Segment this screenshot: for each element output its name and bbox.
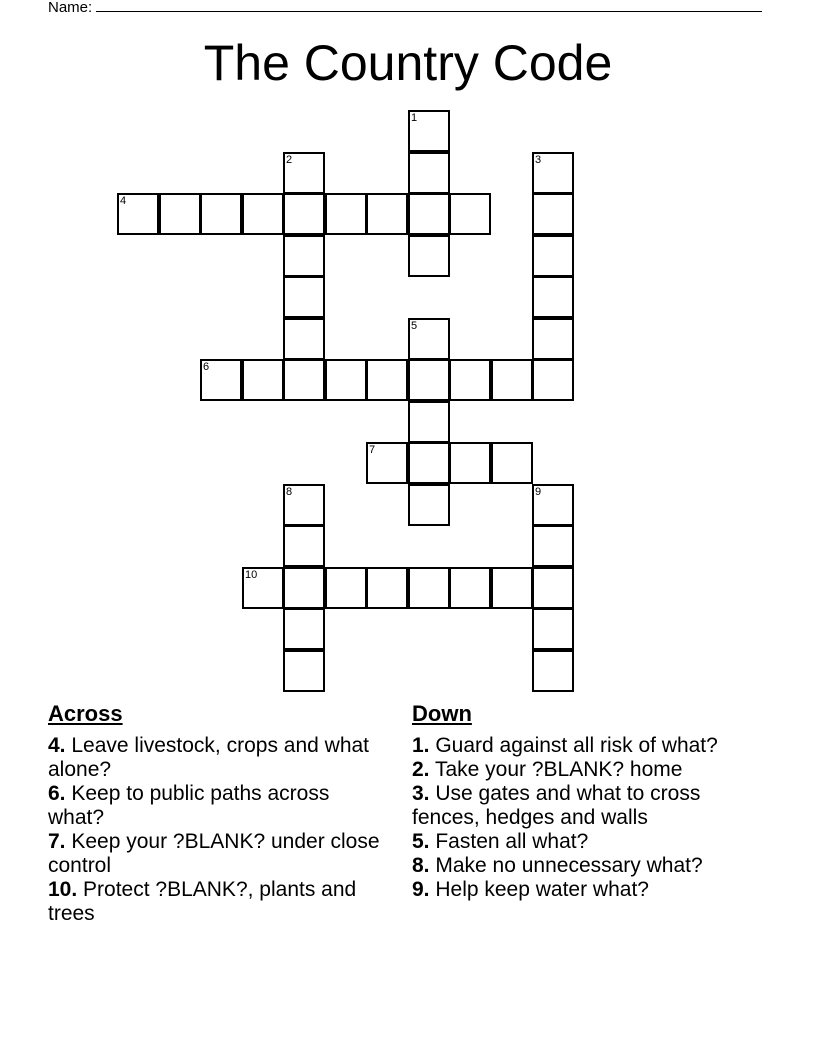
grid-cell[interactable] [449, 567, 491, 609]
clue-number: 9. [412, 878, 430, 901]
cell-number: 3 [535, 154, 542, 166]
clue-down-2 [412, 758, 772, 782]
grid-cell[interactable] [366, 442, 408, 484]
grid-cell[interactable] [408, 484, 450, 526]
cell-number: 10 [245, 569, 258, 581]
clue-number: 7. [48, 830, 66, 853]
name-label: Name: [48, 0, 93, 16]
clue-across-10 [48, 878, 388, 926]
grid-cell[interactable] [491, 442, 533, 484]
grid-cell[interactable] [532, 193, 574, 235]
grid-cell[interactable] [408, 110, 450, 152]
grid-cell[interactable] [532, 276, 574, 318]
grid-cell[interactable] [283, 318, 325, 360]
clue-number: 5. [412, 830, 430, 853]
grid-cell[interactable] [325, 567, 367, 609]
grid-cell[interactable] [532, 318, 574, 360]
grid-cell[interactable] [366, 567, 408, 609]
clue-text: Fasten all what? [429, 830, 589, 853]
grid-cell[interactable] [283, 276, 325, 318]
grid-cell[interactable] [532, 567, 574, 609]
grid-cell[interactable] [283, 484, 325, 526]
clue-number: 10. [48, 878, 78, 901]
clue-text: Keep your ?BLANK? under close control [48, 830, 380, 877]
grid-cell[interactable] [283, 359, 325, 401]
grid-cell[interactable] [408, 359, 450, 401]
clue-text: Use gates and what to cross fences, hedges and walls [412, 782, 701, 829]
clue-text: Make no unnecessary what? [429, 854, 703, 877]
grid-cell[interactable] [159, 193, 201, 235]
down-clues [412, 700, 772, 902]
clue-text: Take your ?BLANK? home [429, 758, 683, 781]
grid-cell[interactable] [408, 567, 450, 609]
grid-cell[interactable] [283, 650, 325, 692]
clue-number: 1. [412, 734, 430, 757]
grid-cell[interactable] [532, 359, 574, 401]
clue-down-8 [412, 854, 772, 878]
cell-number: 6 [203, 361, 210, 373]
grid-cell[interactable] [283, 152, 325, 194]
grid-cell[interactable] [408, 152, 450, 194]
clue-text: Leave livestock, crops and what alone? [48, 734, 370, 781]
grid-cell[interactable] [242, 567, 284, 609]
grid-cell[interactable] [491, 359, 533, 401]
down-heading: Down [412, 701, 472, 726]
grid-cell[interactable] [366, 193, 408, 235]
grid-cell[interactable] [283, 525, 325, 567]
cell-number: 2 [286, 154, 293, 166]
grid-cell[interactable] [283, 567, 325, 609]
grid-cell[interactable] [408, 235, 450, 277]
grid-cell[interactable] [491, 567, 533, 609]
grid-cell[interactable] [325, 359, 367, 401]
across-heading: Across [48, 701, 123, 726]
grid-cell[interactable] [449, 193, 491, 235]
clue-number: 2. [412, 758, 430, 781]
across-clues [48, 700, 388, 926]
grid-cell[interactable] [532, 484, 574, 526]
grid-cell[interactable] [242, 193, 284, 235]
grid-cell[interactable] [449, 359, 491, 401]
cell-number: 4 [120, 195, 127, 207]
clue-down-9 [412, 878, 772, 902]
down-clue-list [412, 734, 772, 902]
grid-cell[interactable] [200, 359, 242, 401]
page-title: The Country Code [203, 35, 613, 91]
across-clue-list [48, 734, 388, 926]
grid-cell[interactable] [532, 525, 574, 567]
grid-cell[interactable] [532, 152, 574, 194]
clue-text: Keep to public paths across what? [48, 782, 330, 829]
cell-number: 1 [411, 112, 418, 124]
clue-across-6 [48, 782, 388, 830]
clue-across-4 [48, 734, 388, 782]
clue-down-3 [412, 782, 772, 830]
clue-text: Protect ?BLANK?, plants and trees [48, 878, 357, 925]
clue-text: Guard against all risk of what? [429, 734, 718, 757]
clue-text: Help keep water what? [429, 878, 649, 901]
clue-across-7 [48, 830, 388, 878]
grid-cell[interactable] [325, 193, 367, 235]
grid-cell[interactable] [242, 359, 284, 401]
grid-cell[interactable] [532, 235, 574, 277]
grid-cell[interactable] [408, 401, 450, 443]
grid-cell[interactable] [366, 359, 408, 401]
grid-cell[interactable] [449, 442, 491, 484]
clue-number: 3. [412, 782, 430, 805]
grid-cell[interactable] [283, 608, 325, 650]
cell-number: 5 [411, 320, 418, 332]
grid-cell[interactable] [283, 193, 325, 235]
clue-number: 6. [48, 782, 66, 805]
grid-cell[interactable] [532, 608, 574, 650]
grid-cell[interactable] [117, 193, 159, 235]
grid-cell[interactable] [532, 650, 574, 692]
clue-down-5 [412, 830, 772, 854]
grid-cell[interactable] [283, 235, 325, 277]
clue-down-1 [412, 734, 772, 758]
grid-cell[interactable] [408, 318, 450, 360]
grid-cell[interactable] [408, 442, 450, 484]
clue-number: 4. [48, 734, 66, 757]
clue-number: 8. [412, 854, 430, 877]
grid-cell[interactable] [200, 193, 242, 235]
cell-number: 8 [286, 486, 293, 498]
grid-cell[interactable] [408, 193, 450, 235]
cell-number: 9 [535, 486, 542, 498]
cell-number: 7 [369, 444, 376, 456]
